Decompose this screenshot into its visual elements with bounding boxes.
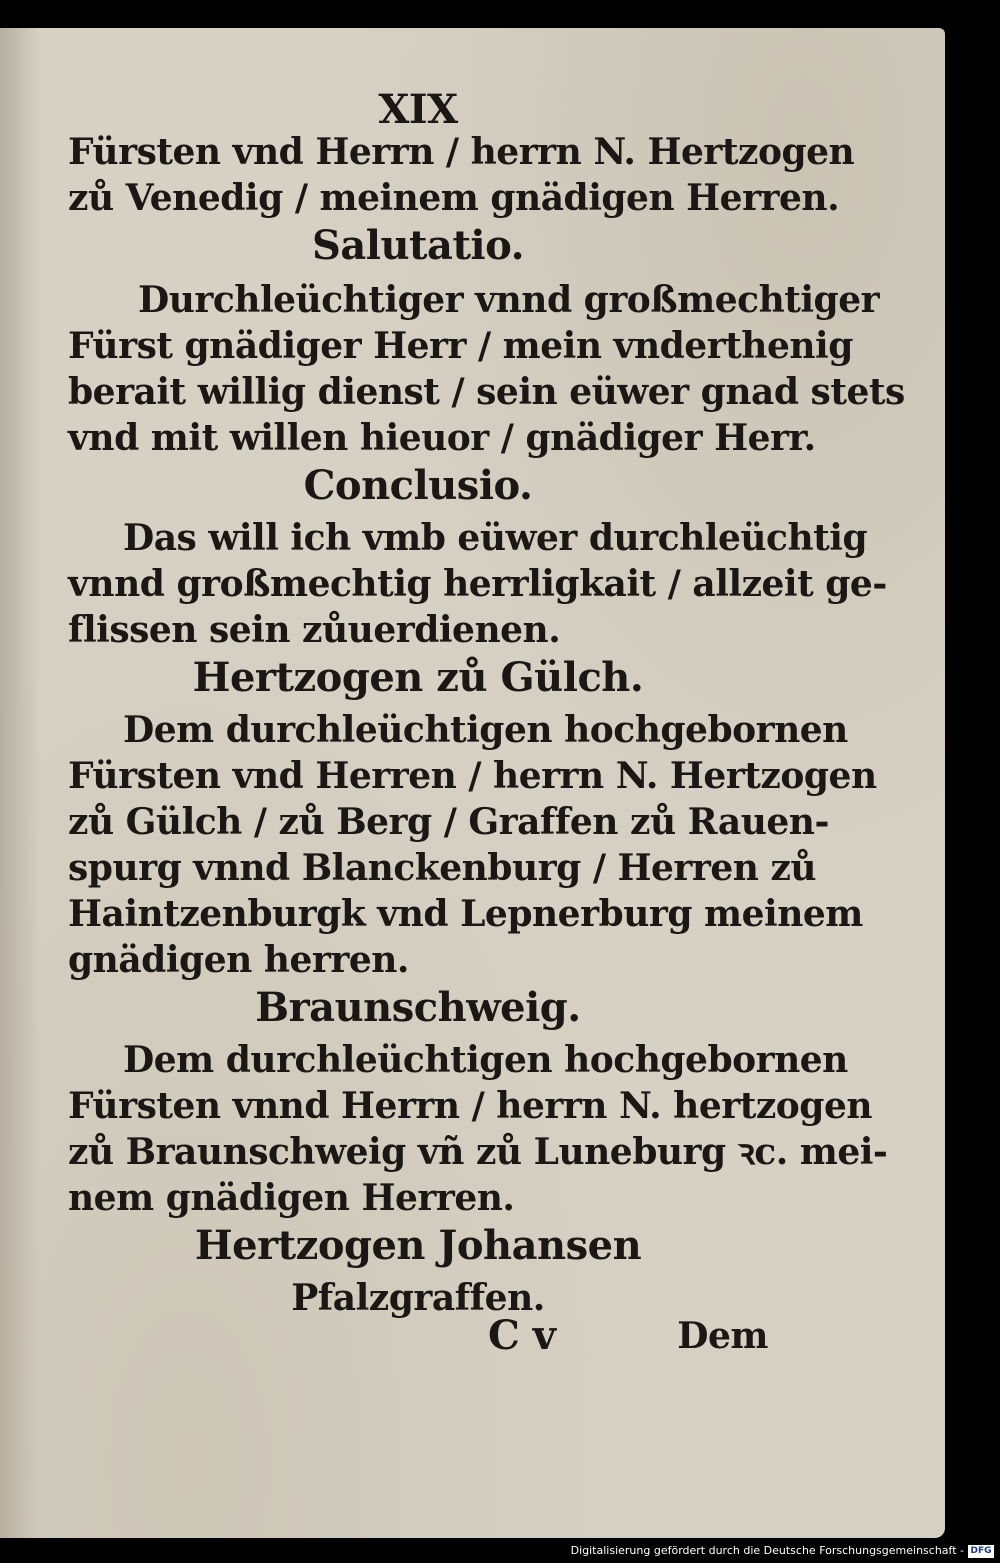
text-line: Pfalzgraffen. [291,1277,545,1319]
text-line: spurg vnnd Blanckenburg / Herren zů [68,847,817,889]
text-line: Fürsten vnd Herrn / herrn N. Hertzogen [68,131,855,173]
digitization-credit: Digitalisierung gefördert durch die Deutsche Forschungsgemeinschaft - [570,1544,964,1557]
section-heading-braunschweig: Braunschweig. [255,984,581,1031]
text-line: Fürsten vnd Herren / herrn N. Hertzogen [68,755,877,797]
catchword: Dem [677,1315,768,1357]
text-line: vnnd großmechtig herrligkait / allzeit ge- [68,563,887,605]
text-line: Fürst gnädiger Herr / mein vnderthenig [68,325,853,367]
text-line: berait willig dienst / sein eüwer gnad stets [68,371,905,413]
text-line: Haintzenburgk vnd Lepnerburg meinem [68,893,863,935]
text-line: zů Gülch / zů Berg / Graffen zů Rauen- [68,801,829,843]
section-heading-salutatio: Salutatio. [311,222,525,269]
text-line: Das will ich vmb eüwer durchleüchtig [123,517,868,559]
text-line: Dem durchleüchtigen hochgebornen [123,709,848,751]
text-line: flissen sein zůuerdienen. [68,609,561,651]
section-heading-guelch: Hertzogen zů Gülch. [192,654,644,701]
text-line: Dem durchleüchtigen hochgebornen [123,1039,848,1081]
folio-number: XIX [378,86,458,133]
footer-bar [0,1539,1000,1563]
text-line: gnädigen herren. [68,939,409,981]
section-heading-johansen: Hertzogen Johansen [194,1222,642,1269]
text-line: vnd mit willen hieuor / gnädiger Herr. [68,417,816,459]
dfg-logo: DFG [968,1545,994,1558]
book-page [0,28,945,1538]
signature-mark: C v [488,1312,556,1359]
text-line: zů Venedig / meinem gnädigen Herren. [68,177,840,219]
text-line: Fürsten vnnd Herrn / herrn N. hertzogen [68,1085,873,1127]
text-line: Durchleüchtiger vnnd großmechtiger [138,279,880,321]
section-heading-conclusio: Conclusio. [303,462,533,509]
text-line: zů Braunschweig vñ zů Luneburg ꝛc. mei- [68,1131,888,1173]
text-line: nem gnädigen Herren. [68,1177,515,1219]
